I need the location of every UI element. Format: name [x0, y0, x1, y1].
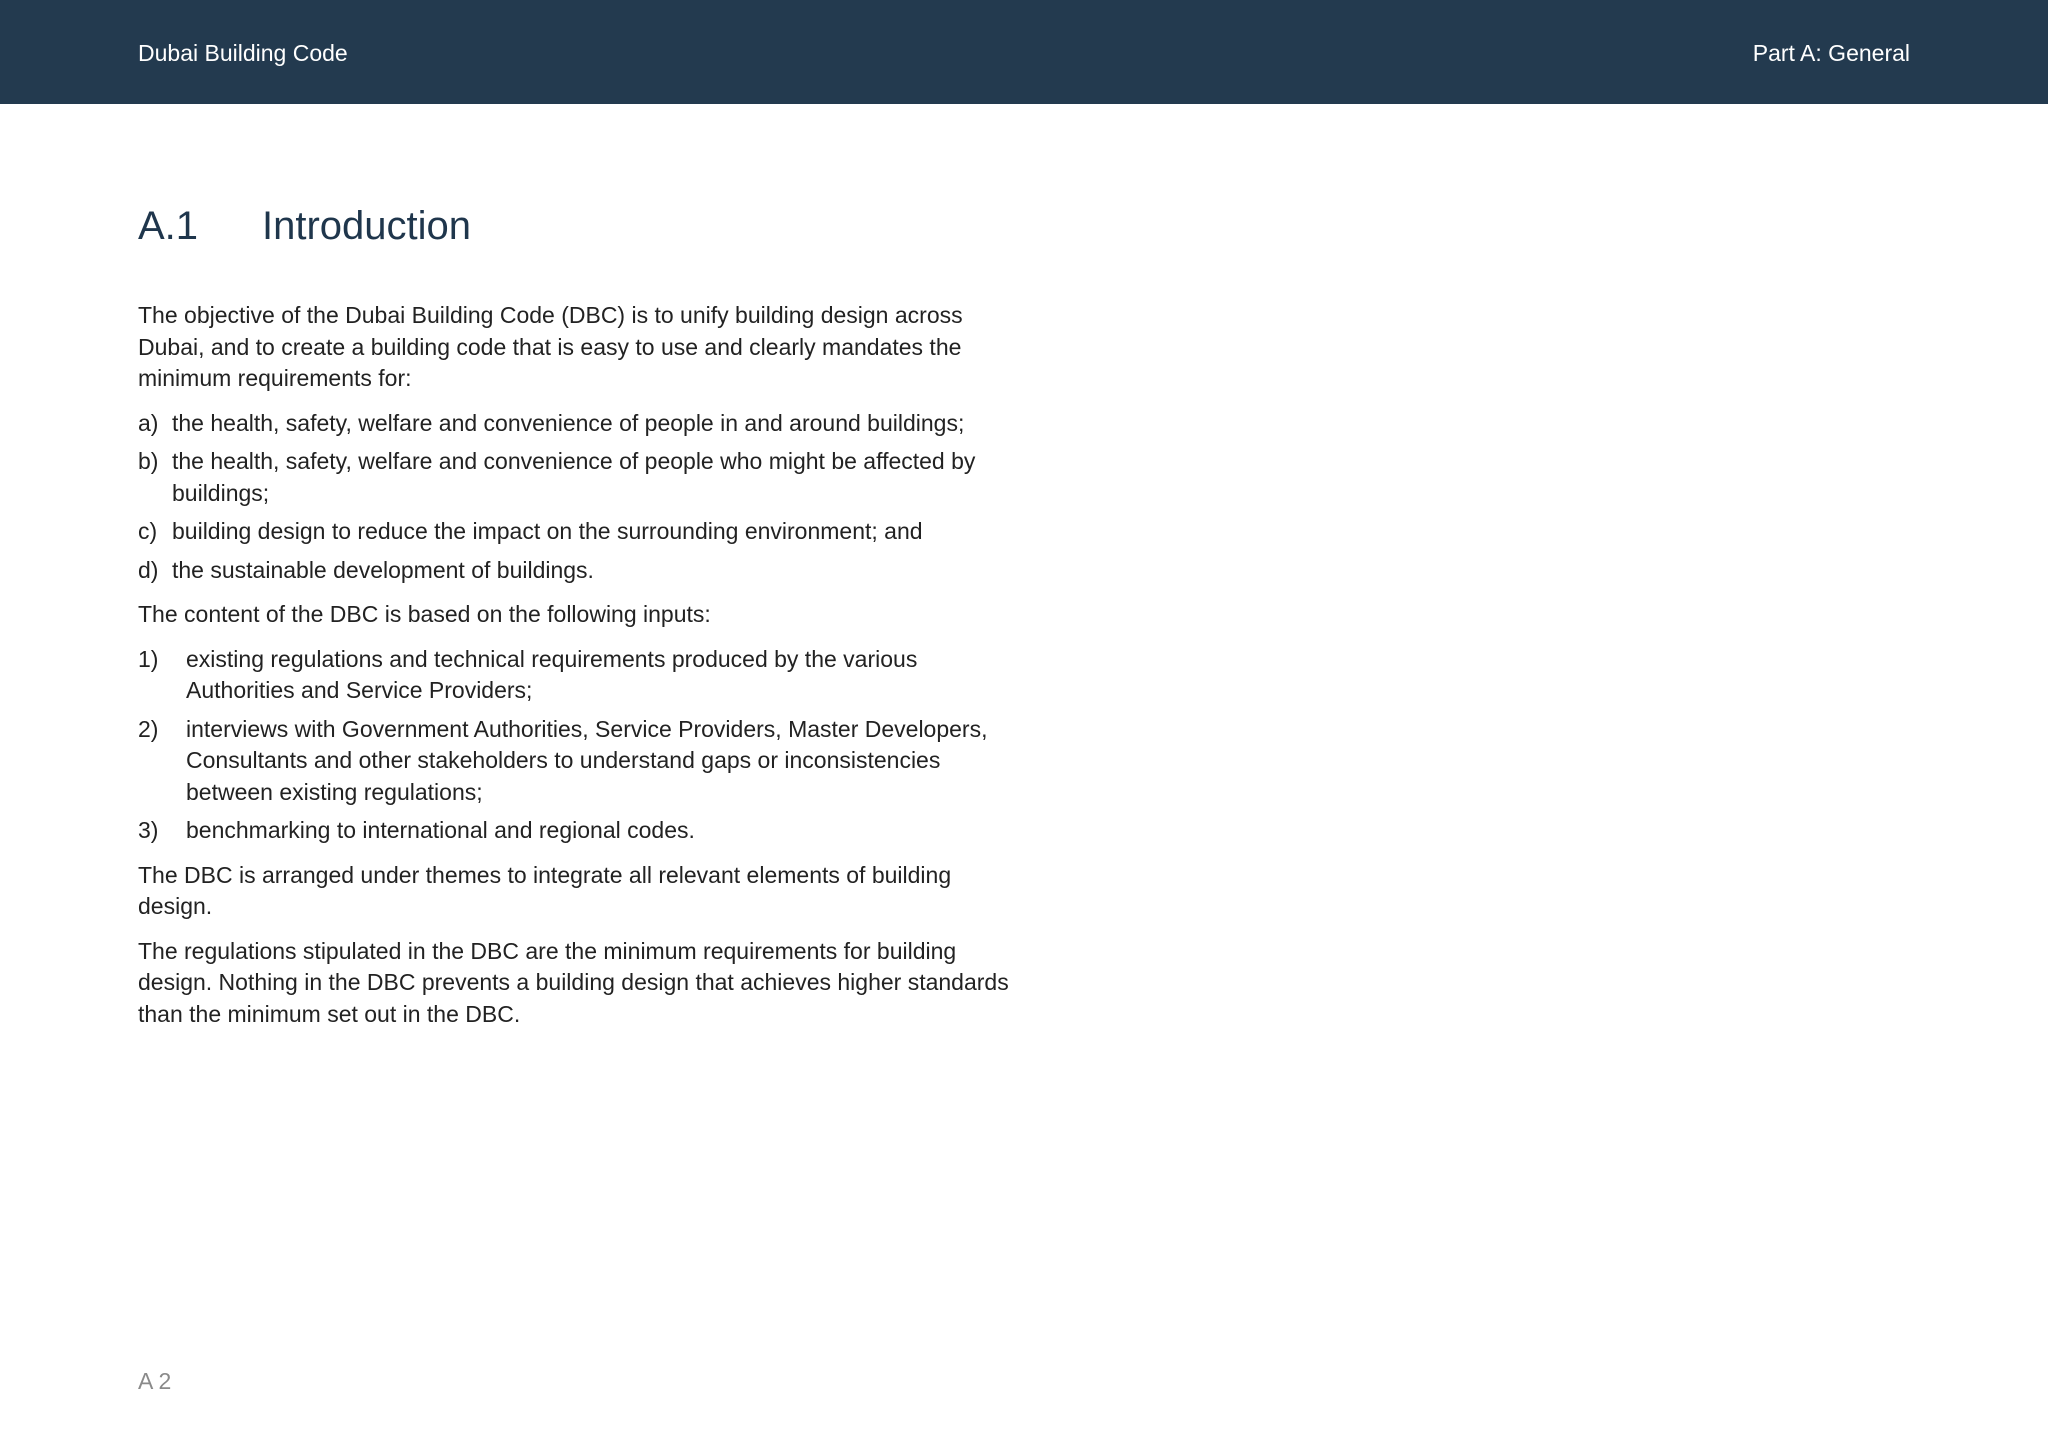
document-header [0, 0, 2048, 104]
list-item [138, 644, 1018, 707]
list-item-text: benchmarking to international and regional codes. [186, 817, 695, 843]
list-marker: 3) [138, 817, 159, 843]
list-marker: b) [138, 448, 159, 474]
themes-paragraph: The DBC is arranged under themes to integrate all relevant elements of building design. [138, 861, 952, 919]
list-marker: 1) [138, 645, 159, 672]
list-item-text: the health, safety, welfare and convenience of people who might be affected by buildings; [172, 448, 976, 506]
list-item [138, 446, 1018, 509]
regulations-paragraph: The regulations stipulated in the DBC are the minimum requirements for building design. Nothing in the DBC prevents a building design that achieves higher standards than the minimum set out in the DBC. [138, 937, 1009, 1027]
part-title: Part A: General [1752, 40, 1910, 66]
list-item-text: building design to reduce the impact on the surrounding environment; and [172, 518, 923, 544]
list-item-text: the health, safety, welfare and convenience of people in and around buildings; [172, 409, 965, 436]
list-marker: a) [138, 409, 159, 436]
page-number: A 2 [138, 1368, 172, 1394]
intro-paragraph: The objective of the Dubai Building Code (DBC) is to unify building design across Dubai, and to create a building code that is easy to use and clearly mandates the minimum requirements for: [138, 302, 963, 391]
list-item [138, 555, 1018, 587]
section-title: Introduction [262, 204, 472, 248]
objectives-list [138, 408, 1018, 587]
list-marker: 2) [138, 715, 159, 742]
list-item-text: the sustainable development of buildings. [172, 556, 594, 583]
list-item [138, 408, 1018, 440]
inputs-intro-paragraph: The content of the DBC is based on the following inputs: [138, 601, 711, 627]
list-item-text: existing regulations and technical requirements produced by the various Authorities and Service Providers; [186, 645, 918, 703]
list-marker: c) [138, 518, 158, 544]
inputs-list [138, 644, 1018, 847]
list-item [138, 714, 1018, 809]
list-marker: d) [138, 556, 159, 583]
section-heading [138, 196, 1018, 256]
list-item [138, 815, 1018, 847]
section-number: A.1 [138, 204, 199, 248]
list-item-text: interviews with Government Authorities, Service Providers, Master Developers, Consultants and other stakeholders to understand gaps or inconsistencies between existing regulations; [186, 715, 988, 805]
list-item [138, 516, 1018, 548]
document-content [138, 196, 1018, 1043]
document-title: Dubai Building Code [138, 40, 348, 66]
